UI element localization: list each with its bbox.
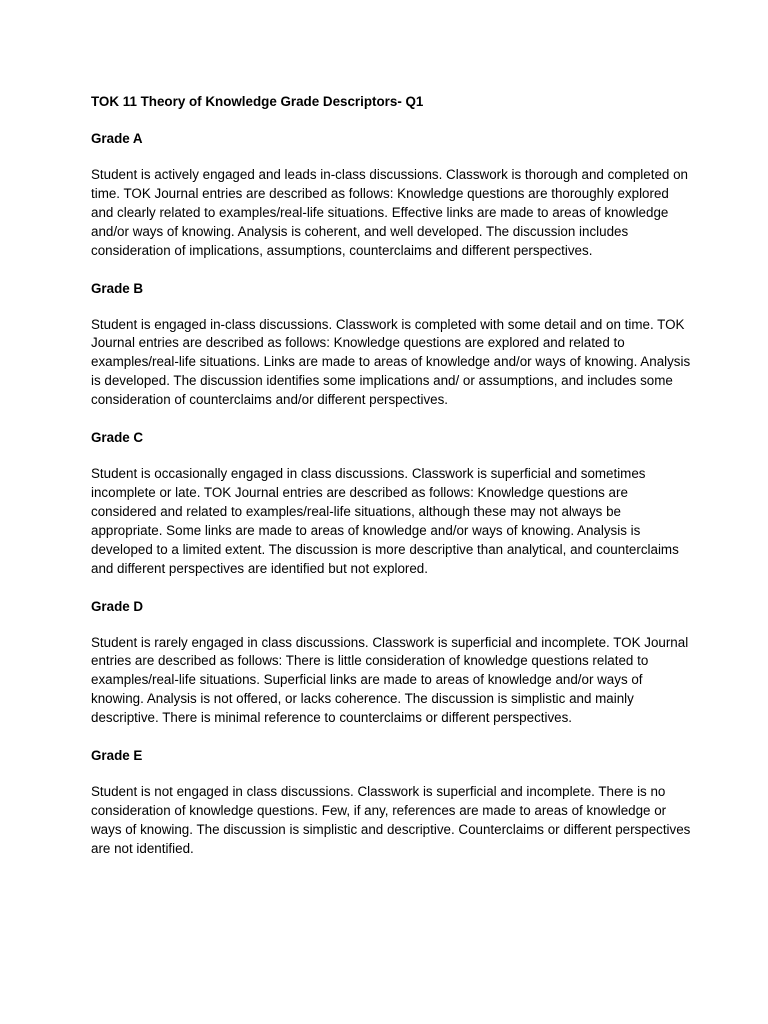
document-body (91, 92, 691, 859)
grade-description: Student is engaged in-class discussions. Classwork is completed with some detail and on time. TOK Journal entries are described as follows: Knowledge questions are explored and related to examples/real-life situations. Links are made to areas of knowledge and/or ways of knowing. Analysis is developed. The discussion identifies some implications and/ or assumptions, and includes some consideration of counterclaims and/or different perspectives. (91, 316, 691, 408)
grade-section-b (91, 279, 691, 411)
grade-description: Student is not engaged in class discussions. Classwork is superficial and incomplete. There is no consideration of knowledge questions. Few, if any, references are made to areas of knowledge or ways of knowing. The discussion is simplistic and descriptive. Counterclaims or different perspectives are not identified. (91, 784, 691, 856)
grade-description: Student is occasionally engaged in class discussions. Classwork is superficial and sometimes incomplete or late. TOK Journal entries are described as follows: Knowledge questions are considered and related to examples/real-life situations, although these may not always be appropriate. Some links are made to areas of knowledge and/or ways of knowing. Analysis is developed to a limited extent. The discussion is more descriptive than analytical, and counterclaims and different perspectives are identified but not explored. (91, 466, 679, 576)
grade-section-a (91, 129, 691, 261)
grade-heading: Grade A (91, 131, 143, 146)
grade-heading: Grade E (91, 748, 143, 764)
grade-description: Student is actively engaged and leads in-class discussions. Classwork is thorough and completed on time. TOK Journal entries are described as follows: Knowledge questions are thoroughly explored and clearly related to examples/real-life situations. Effective links are made to areas of knowledge and/or ways of knowing. Analysis is coherent, and well developed. The discussion includes consideration of implications, assumptions, counterclaims and different perspectives. (91, 167, 688, 258)
document-title: TOK 11 Theory of Knowledge Grade Descriptors- Q1 (91, 94, 424, 109)
grade-heading: Grade B (91, 280, 144, 296)
grade-heading: Grade C (91, 430, 144, 446)
grade-section-c (91, 428, 691, 578)
grade-section-e (91, 746, 691, 859)
grade-description: Student is rarely engaged in class discussions. Classwork is superficial and incomplete. TOK Journal entries are described as follows: There is little consideration of knowledge questions related to examples/real-life situations. Superficial links are made to areas of knowledge and/or ways of knowing. Analysis is not offered, or lacks coherence. The discussion is simplistic and mainly descriptive. There is minimal reference to counterclaims or different perspectives. (91, 634, 689, 726)
grade-section-d (91, 597, 691, 729)
grade-heading: Grade D (91, 598, 144, 614)
